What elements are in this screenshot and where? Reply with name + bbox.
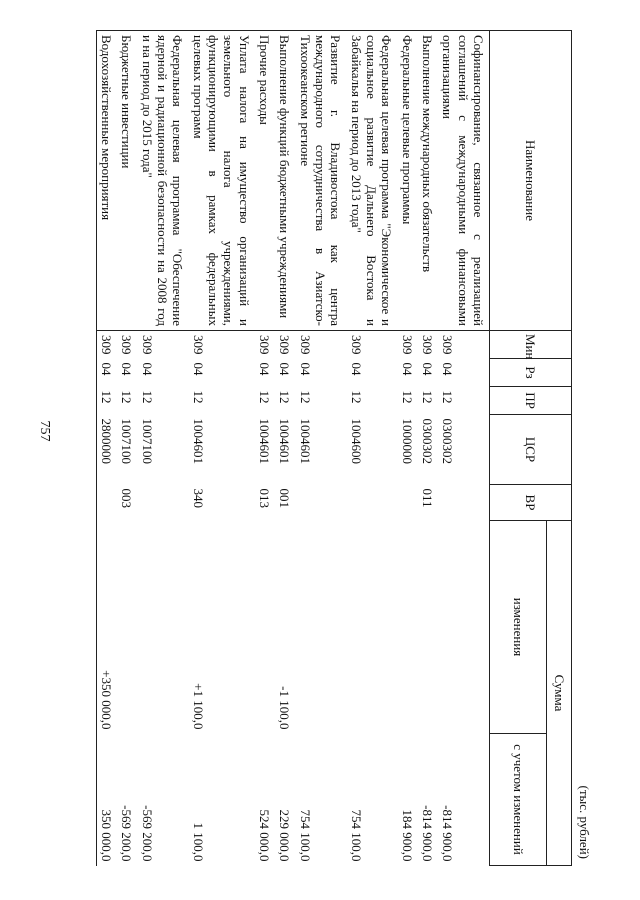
row-min-code: 309 xyxy=(277,335,293,355)
row-change-amount xyxy=(255,521,275,734)
table-header xyxy=(490,31,572,866)
row-total-amount: -569 200,0 xyxy=(119,805,135,862)
row-pr-code: 12 xyxy=(96,387,117,415)
header-pr: ПР xyxy=(490,387,572,415)
row-rz-code: 04 xyxy=(257,362,273,376)
row-change-amount: -1 100,0 xyxy=(277,686,293,730)
units-label: (тыс. рублей) xyxy=(577,785,592,859)
row-min-code: 309 xyxy=(420,335,436,355)
row-min-code: 309 xyxy=(440,335,456,355)
budget-table xyxy=(96,30,572,866)
row-rz-code: 04 xyxy=(420,362,436,376)
row-total-amount: 184 900,0 xyxy=(399,809,415,862)
row-vr-code: 340 xyxy=(190,488,206,508)
row-csr-code: 1004600 xyxy=(348,418,364,464)
row-vr-code xyxy=(295,485,346,521)
row-csr-code: 1007100 xyxy=(139,418,155,464)
row-csr-code: 1004601 xyxy=(297,418,313,464)
header-min: Мин xyxy=(490,331,572,359)
row-change-amount xyxy=(397,521,417,734)
row-change-amount xyxy=(346,521,397,734)
row-change-amount xyxy=(438,521,489,734)
row-min-code: 309 xyxy=(96,331,117,359)
row-change-amount xyxy=(117,521,137,734)
row-name: Федеральная целевая программа "Обеспечение ядерной и радиационной безопасности на 2008 год и на период до 2015 года" xyxy=(137,31,188,331)
row-min-code: 309 xyxy=(190,335,206,355)
row-pr-code: 12 xyxy=(190,390,206,404)
row-rz-code: 04 xyxy=(119,362,135,376)
table-row xyxy=(255,31,275,866)
row-pr-code: 12 xyxy=(119,390,135,404)
row-total-amount: -814 900,0 xyxy=(420,805,436,862)
row-total-amount: 1 100,0 xyxy=(190,822,206,862)
table-row xyxy=(117,31,137,866)
row-pr-code: 12 xyxy=(257,390,273,404)
header-vr: ВР xyxy=(490,485,572,521)
row-total-amount: 754 100,0 xyxy=(297,809,313,862)
row-pr-code: 12 xyxy=(399,390,415,404)
header-sum: Сумма xyxy=(547,521,572,866)
row-csr-code: 1000000 xyxy=(399,418,415,464)
row-total-amount: 754 100,0 xyxy=(348,809,364,862)
row-name: Федеральные целевые программы xyxy=(397,31,417,331)
table-row xyxy=(96,31,117,866)
row-csr-code: 1004601 xyxy=(277,418,293,464)
row-total-amount: 350 000,0 xyxy=(96,734,117,866)
row-name: Развитие г. Владивостока как центра международного сотрудничества в Азиатско-Тихоокеанском регионе xyxy=(295,31,346,331)
header-name: Наименование xyxy=(490,31,572,331)
row-name: Прочие расходы xyxy=(255,31,275,331)
row-vr-code: 003 xyxy=(119,488,135,508)
row-min-code: 309 xyxy=(297,335,313,355)
table-row xyxy=(137,31,188,866)
row-csr-code: 1004601 xyxy=(257,418,273,464)
row-vr-code: 013 xyxy=(257,488,273,508)
row-rz-code: 04 xyxy=(297,362,313,376)
row-pr-code: 12 xyxy=(420,390,436,404)
row-rz-code: 04 xyxy=(399,362,415,376)
row-min-code: 309 xyxy=(139,335,155,355)
row-rz-code: 04 xyxy=(139,362,155,376)
row-min-code: 309 xyxy=(348,335,364,355)
row-min-code: 309 xyxy=(257,335,273,355)
row-change-amount xyxy=(418,521,438,734)
table-row xyxy=(418,31,438,866)
row-total-amount: -569 200,0 xyxy=(139,805,155,862)
row-vr-code xyxy=(96,485,117,521)
row-vr-code xyxy=(438,485,489,521)
table-body xyxy=(96,31,489,866)
row-csr-code: 1007100 xyxy=(119,418,135,464)
rotated-page-content xyxy=(90,30,600,865)
table-row xyxy=(295,31,346,866)
row-name: Федеральная целевая программа "Экономическое и социальное развитие Дальнего Востока и Забайкалья на период до 2013 года" xyxy=(346,31,397,331)
row-vr-code xyxy=(137,485,188,521)
row-name: Выполнение международных обязательств xyxy=(418,31,438,331)
header-change: изменения xyxy=(490,521,547,734)
table-row xyxy=(275,31,295,866)
row-pr-code: 12 xyxy=(139,390,155,404)
row-total-amount: 524 000,0 xyxy=(257,809,273,862)
row-name: Бюджетные инвестиции xyxy=(117,31,137,331)
table-row xyxy=(438,31,489,866)
row-pr-code: 12 xyxy=(277,390,293,404)
row-change-amount: +350 000,0 xyxy=(96,521,117,734)
row-vr-code: 011 xyxy=(420,488,436,508)
row-min-code: 309 xyxy=(119,335,135,355)
row-total-amount: 229 000,0 xyxy=(277,809,293,862)
row-min-code: 309 xyxy=(399,335,415,355)
row-pr-code: 12 xyxy=(440,390,456,404)
row-rz-code: 04 xyxy=(348,362,364,376)
row-vr-code: 001 xyxy=(277,488,293,508)
page-number: 757 xyxy=(37,420,52,442)
row-name: Уплата налога на имущество организаций и земельного налога учреждениями, функционирующими в рамках федеральных целевых программ xyxy=(188,31,254,331)
row-csr-code: 1004601 xyxy=(190,418,206,464)
header-csr: ЦСР xyxy=(490,415,572,485)
row-name: Выполнение функций бюджетными учреждениями xyxy=(275,31,295,331)
row-change-amount xyxy=(295,521,346,734)
row-name: Софинансирование, связанное с реализацией соглашений с международными финансовыми организациями xyxy=(438,31,489,331)
row-vr-code xyxy=(397,485,417,521)
row-change-amount: +1 100,0 xyxy=(190,683,206,730)
table-row xyxy=(346,31,397,866)
table-row xyxy=(397,31,417,866)
row-csr-code: 0300302 xyxy=(440,418,456,464)
row-csr-code: 0300302 xyxy=(420,418,436,464)
row-name: Водохозяйственные мероприятия xyxy=(96,31,117,331)
row-csr-code: 2800000 xyxy=(96,415,117,485)
row-rz-code: 04 xyxy=(440,362,456,376)
row-rz-code: 04 xyxy=(190,362,206,376)
row-vr-code xyxy=(346,485,397,521)
header-with-changes: с учетом изменений xyxy=(490,734,547,866)
row-total-amount: -814 900,0 xyxy=(440,805,456,862)
row-rz-code: 04 xyxy=(277,362,293,376)
row-pr-code: 12 xyxy=(297,390,313,404)
table-row xyxy=(188,31,254,866)
header-rz: Рз xyxy=(490,359,572,387)
row-change-amount xyxy=(137,521,188,734)
row-rz-code: 04 xyxy=(96,359,117,387)
row-pr-code: 12 xyxy=(348,390,364,404)
